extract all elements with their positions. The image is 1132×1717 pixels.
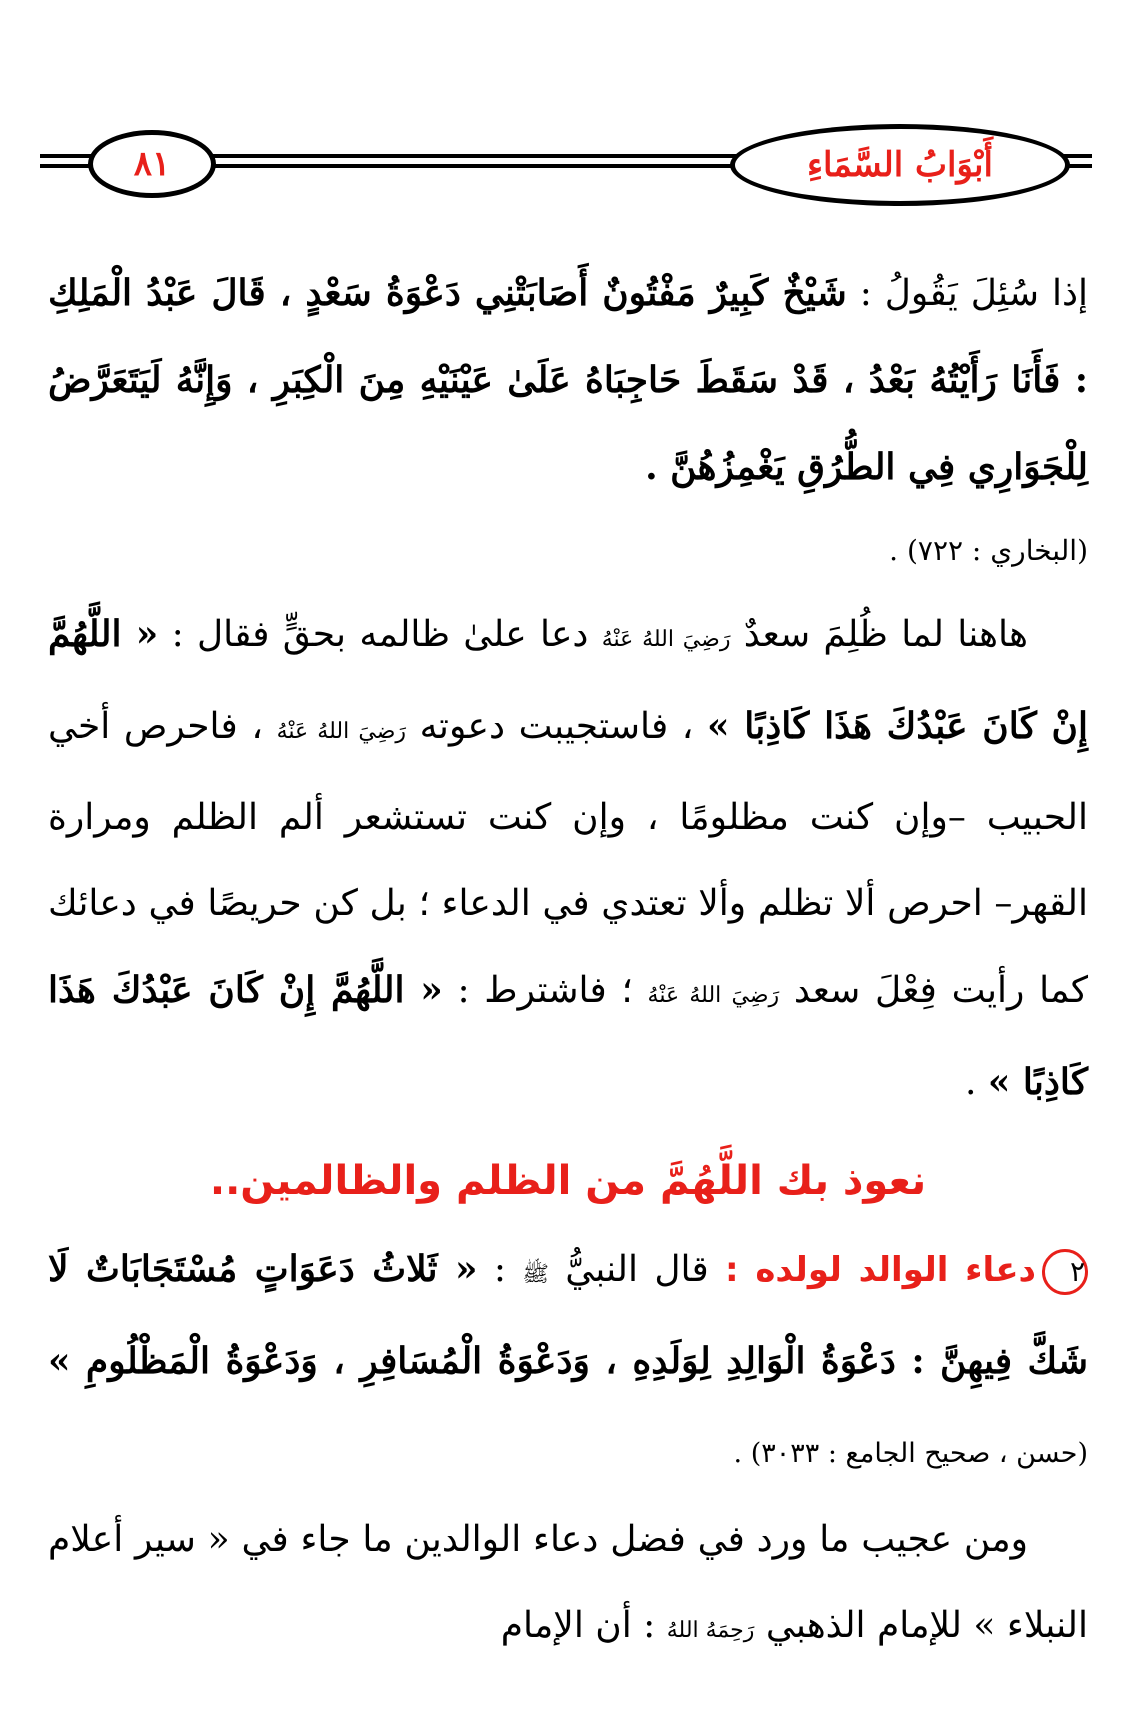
hadith-quote: « ثَلاثُ دَعَوَاتٍ مُسْتَجَابَاتٌ لَا شَكَّ فِيهِنَّ : دَعْوَةُ الْوَالِدِ لِوَلَدِهِ ، وَدَعْوَةُ الْمُسَافِرِ ، وَدَعْوَةُ الْمَظْلُومِ » (48, 1248, 1088, 1382)
hadith-reference: (حسن ، صحيح الجامع : ٣٠٣٣) . (733, 1438, 1088, 1469)
section-2 (48, 1226, 1088, 1497)
section-heading: نعوذ بك اللَّهُمَّ من الظلم والظالمين.. (209, 1158, 927, 1204)
paragraph-3 (48, 1497, 1088, 1674)
honorific-3: رَضِيَ اللهُ عَنْهُ (647, 983, 780, 1008)
p1-intro: إذا سُئِلَ يَقُولُ : (846, 273, 1089, 314)
p2-quote-1: « اللَّهُمَّ إِنْ كَانَ عَبْدُكَ هَذَا كَاذِبًا » (48, 613, 1088, 747)
honorific-dhahabi: رَحِمَهُ اللهُ (666, 1618, 755, 1643)
section-label: دعاء الوالد لولده : (725, 1250, 1036, 1290)
book-title: أَبْوَابُ السَّمَاءِ (807, 145, 993, 185)
p2-text-f: . (964, 1062, 988, 1103)
paragraph-2 (48, 591, 1088, 1126)
honorific-1: رَضِيَ اللهُ عَنْهُ (601, 627, 731, 652)
paragraph-1 (48, 250, 1088, 511)
section-number: ٢ (1042, 1249, 1088, 1295)
p2-text-a: هاهنا لما ظُلِمَ سعدٌ (730, 614, 1028, 655)
p3-text-a: ومن عجيب ما ورد في فضل دعاء الوالدين ما جاء في « سير أعلام النبلاء » للإمام الذهبي (48, 1519, 1088, 1646)
p1-quote: شَيْخٌ كَبِيرٌ مَفْتُونٌ أَصَابَتْنِي دَعْوَةُ سَعْدٍ ، قَالَ عَبْدُ الْمَلِكِ : فَأَنَا رَأَيْتُهُ بَعْدُ ، قَدْ سَقَطَ حَاجِبَاهُ عَلَىٰ عَيْنَيْهِ مِنَ الْكِبَرِ ، وَإِنَّهُ لَيَتَعَرَّضُ لِلْجَوَارِي فِي الطُّرُقِ يَغْمِزُهُنَّ . (48, 272, 1088, 488)
page-body (48, 250, 1088, 1674)
reference-bukhari: (البخاري : ٧٢٢) . (889, 534, 1088, 567)
p2-quote-2: « اللَّهُمَّ إِنْ كَانَ عَبْدُكَ هَذَا كَاذِبًا » (48, 969, 1088, 1103)
s2-text-b: : (477, 1249, 523, 1290)
p2-text-c: ، فاستجيبت دعوته (406, 706, 708, 747)
page-header (40, 118, 1092, 208)
page-number-badge (88, 130, 216, 198)
p3-text-b: : أن الإمام (500, 1605, 667, 1646)
honorific-prophet: ﷺ (522, 1262, 549, 1287)
p2-text-d: ، فاحرص أخي الحبيب –وإن كنت مظلومًا ، وإن كنت تستشعر ألم الظلم ومرارة القهر– احرص ألا تظلم وألا تعتدي في الدعاء ؛ بل كن حريصًا في دعائك كما رأيت فِعْلَ سعد (48, 706, 1088, 1011)
p2-text-e: ؛ فاشترط : (442, 970, 648, 1011)
p2-text-b: دعا علىٰ ظالمه بحقٍّ فقال : (158, 614, 602, 655)
honorific-2: رَضِيَ اللهُ عَنْهُ (276, 719, 406, 744)
page-number: ٨١ (133, 144, 171, 184)
s2-text-a: قال النبيُّ (548, 1249, 725, 1290)
book-title-badge (730, 124, 1070, 206)
